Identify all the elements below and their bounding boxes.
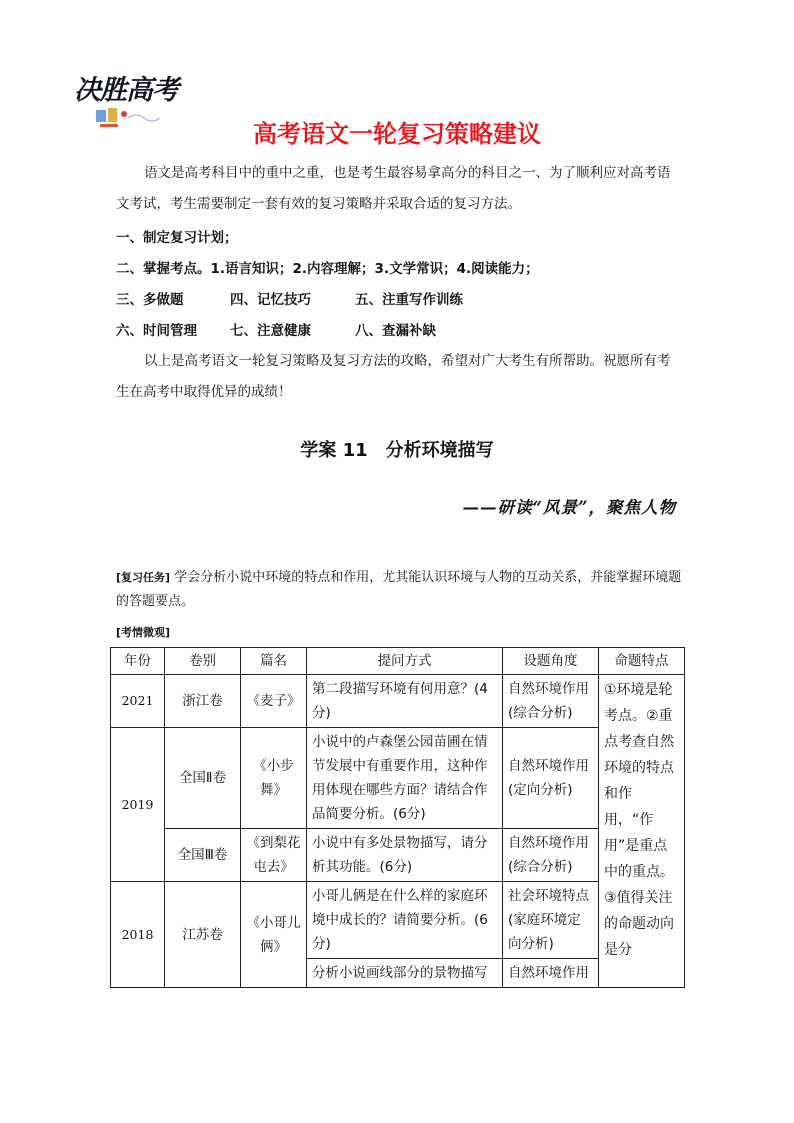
header-year: 年份 (111, 648, 165, 675)
header-title: 篇名 (241, 648, 307, 675)
strategy-8: 八、查漏补缺 (355, 323, 436, 339)
table-row (111, 882, 685, 959)
cell-year: 2021 (111, 675, 165, 728)
case-subtitle: ——研读“风景”，聚焦人物 (462, 498, 676, 517)
exam-table (110, 647, 685, 988)
conclusion-paragraph: 以上是高考语文一轮复习策略及复习方法的攻略，希望对广大考生有所帮助。祝愿所有考生在高考中取得优异的成绩！ (116, 353, 671, 400)
review-task-label: [复习任务] (116, 571, 171, 584)
cell-year: 2018 (111, 882, 165, 988)
cell-paper: 江苏卷 (165, 882, 241, 988)
table-row (111, 829, 685, 882)
case-title: 学案 11 分析环境描写 (300, 440, 494, 461)
cell-paper: 全国Ⅱ卷 (165, 728, 241, 829)
cell-question: 小说中有多处景物描写，请分析其功能。(6分) (307, 829, 503, 882)
cell-question: 小说中的卢森堡公园苗圃在情节发展中有重要作用，这种作用体现在哪些方面？请结合作品简要分析。(6分) (307, 728, 503, 829)
cell-title: 《小步舞》 (241, 728, 307, 829)
cell-angle: 社会环境特点(家庭环境定向分析) (503, 882, 599, 959)
cell-angle: 自然环境作用 (503, 959, 599, 988)
strategy-5: 五、注重写作训练 (355, 292, 463, 308)
strategy-2: 二、掌握考点。1.语言知识；2.内容理解；3.文学常识；4.阅读能力； (116, 261, 539, 277)
strategy-1: 一、制定复习计划； (116, 230, 238, 246)
cell-angle: 自然环境作用(综合分析) (503, 829, 599, 882)
cell-paper: 浙江卷 (165, 675, 241, 728)
cell-question: 第二段描写环境有何用意？(4分) (307, 675, 503, 728)
cell-title: 《到梨花屯去》 (241, 829, 307, 882)
strategy-3: 三、多做题 (116, 292, 184, 308)
strategy-7: 七、注意健康 (230, 323, 311, 339)
strategy-6: 六、时间管理 (116, 323, 197, 339)
cell-year: 2019 (111, 728, 165, 882)
table-row (111, 675, 685, 728)
cell-question: 分析小说画线部分的景物描写 (307, 959, 503, 988)
header-paper: 卷别 (165, 648, 241, 675)
logo-text: 决胜高考 (74, 75, 178, 106)
cell-title: 《麦子》 (241, 675, 307, 728)
review-task-text: 学会分析小说中环境的特点和作用，尤其能认识环境与人物的互动关系，并能掌握环境题的答题要点。 (116, 570, 682, 609)
cell-feature: ①环境是轮考点。②重点考查自然环境的特点和作用，“作用”是重点中的重点。③值得关注的命题动向是分 (599, 675, 685, 988)
page-title: 高考语文一轮复习策略建议 (253, 120, 541, 148)
intro-paragraph: 语文是高考科目中的重中之重，也是考生最容易拿高分的科目之一、为了顺利应对高考语文考试，考生需要制定一套有效的复习策略并采取合适的复习方法。 (116, 165, 671, 212)
cell-paper: 全国Ⅲ卷 (165, 829, 241, 882)
cell-angle: 自然环境作用(定向分析) (503, 728, 599, 829)
cell-question: 小哥儿俩是在什么样的家庭环境中成长的？请简要分析。(6分) (307, 882, 503, 959)
cell-title: 《小哥儿俩》 (241, 882, 307, 988)
header-angle: 设题角度 (503, 648, 599, 675)
header-feature: 命题特点 (599, 648, 685, 675)
table-header-row (111, 648, 685, 675)
cell-angle: 自然环境作用(综合分析) (503, 675, 599, 728)
header-question: 提问方式 (307, 648, 503, 675)
exam-label: [考情微观] (116, 626, 171, 639)
strategy-4: 四、记忆技巧 (230, 292, 311, 308)
table-row (111, 728, 685, 829)
